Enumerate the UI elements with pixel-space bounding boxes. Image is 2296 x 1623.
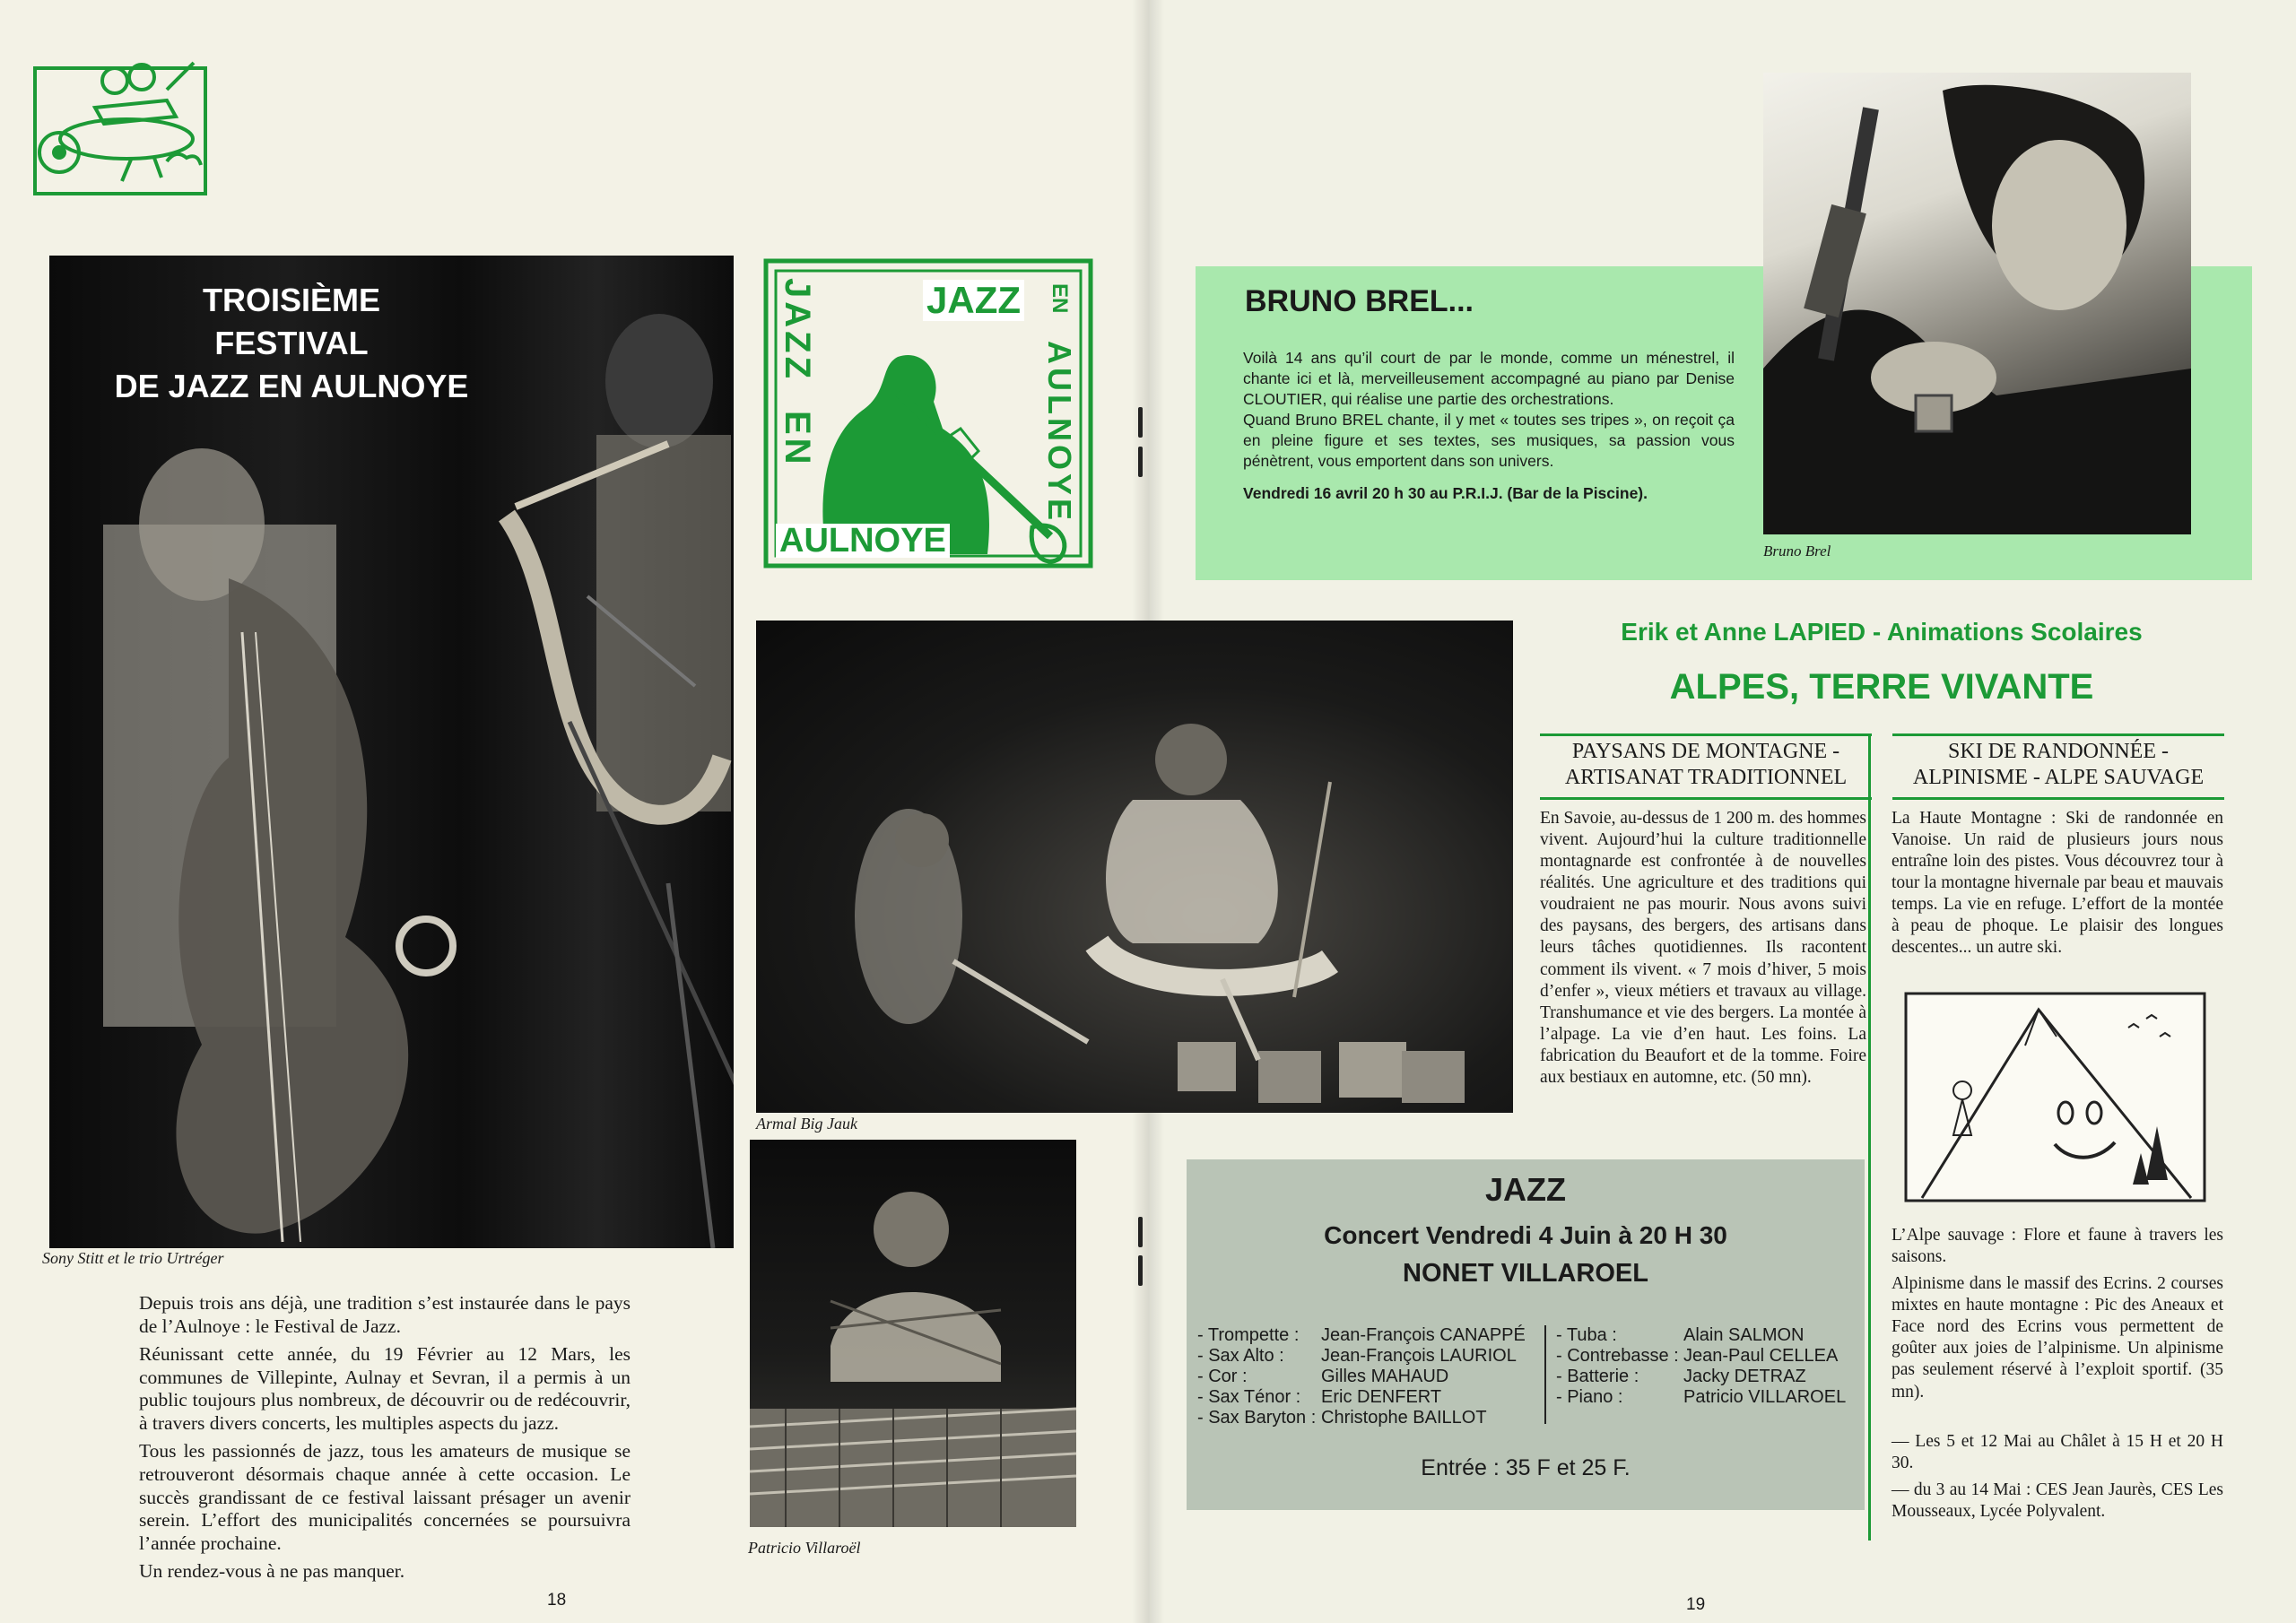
logo-jazz-left: JAZZ bbox=[778, 278, 817, 382]
lineup-left bbox=[1197, 1325, 1556, 1428]
col1-bottom-rule bbox=[1540, 797, 1872, 800]
brel-paragraph-2: Quand Bruno BREL chante, il y met « toutes ses tripes », on reçoit ça en pleine figure et ses textes, ses musiques, sa passion vous pénètrent, vous emportent dans son univers. bbox=[1243, 411, 1735, 471]
lineup-divider bbox=[1544, 1325, 1546, 1424]
festival-paragraph: Réunissant cette année, du 19 Février au 12 Mars, les communes de Villepinte, Aulnay et Sevran, il a permis à un public toujours plus nombreux, de découvrir ou de redécouvrir, à travers divers concerts, les multiples aspects du jazz. bbox=[139, 1343, 631, 1434]
brel-paragraph-1: Voilà 14 ans qu’il court de par le monde, comme un ménestrel, il chante ici et là, merveilleusement accompagné au piano par Denise CLOUTIER, qui réalise une partie des orchestrations. bbox=[1243, 349, 1735, 409]
festival-title bbox=[67, 279, 516, 408]
lineup-row: - Sax Ténor : Eric DENFERT bbox=[1197, 1387, 1442, 1407]
col1-top-rule bbox=[1540, 733, 1872, 736]
festival-paragraph: Un rendez-vous à ne pas manquer. bbox=[139, 1560, 405, 1583]
mountain-drawing-icon bbox=[1904, 992, 2206, 1202]
lineup-row: - Sax Alto : Jean-François LAURIOL bbox=[1197, 1346, 1517, 1366]
column-divider bbox=[1868, 733, 1871, 1541]
lineup-row: - Cor : Gilles MAHAUD bbox=[1197, 1367, 1449, 1386]
concert-band: NONET VILLAROEL bbox=[1403, 1259, 1648, 1288]
lineup-row: - Piano : Patricio VILLAROEL bbox=[1556, 1387, 1847, 1407]
lineup-row: - Batterie : Jacky DETRAZ bbox=[1556, 1367, 1806, 1386]
staple-top bbox=[1138, 407, 1143, 438]
alpe-sauvage-text: L’Alpe sauvage : Flore et faune à travers les saisons. bbox=[1892, 1226, 2223, 1267]
logo-jazz-top: JAZZ bbox=[923, 280, 1024, 321]
festival-paragraph: Tous les passionnés de jazz, tous les amateurs de musique se retrouveront désormais chaque année à cette occasion. Le succès grandissant de ce festival laissant présager un avenir serein. L’effort des municipalités concernées se poursuivra l’année prochaine. bbox=[139, 1440, 631, 1554]
brel-article bbox=[1243, 348, 1735, 504]
col2-bottom-rule bbox=[1892, 797, 2224, 800]
brel-title: BRUNO BREL... bbox=[1245, 284, 1474, 318]
logo-en-top: EN bbox=[1048, 283, 1072, 314]
lineup-right bbox=[1556, 1325, 1861, 1408]
lapied-dates bbox=[1892, 1431, 2223, 1528]
brel-photo-caption: Bruno Brel bbox=[1763, 542, 1831, 560]
festival-title-line3: DE JAZZ EN AULNOYE bbox=[114, 367, 469, 404]
staple-bottom bbox=[1138, 1217, 1143, 1247]
logo-aulnoye-right: AULNOYE bbox=[1041, 341, 1078, 525]
festival-title-line1: TROISIÈME bbox=[202, 282, 381, 318]
festival-article bbox=[139, 1292, 631, 1589]
logo-aulnoye-bottom: AULNOYE bbox=[776, 524, 950, 558]
alpinisme-text: Alpinisme dans le massif des Ecrins. 2 courses mixtes en haute montagne : Pic des Aneaux et Face nord des Ecrins vous permettent de goûter aux joies de l’alpinisme. Un alpinisme pas seulement réservé à l’exploit sportif. (35 mn). bbox=[1892, 1274, 2223, 1402]
concert-title: JAZZ bbox=[1485, 1171, 1566, 1208]
lapied-title: ALPES, TERRE VIVANTE bbox=[1669, 667, 2094, 707]
staple-bottom-2 bbox=[1138, 1255, 1143, 1286]
col1-title: PAYSANS DE MONTAGNE - ARTISANAT TRADITIONNEL bbox=[1564, 740, 1848, 789]
brel-date: Vendredi 16 avril 20 h 30 au P.R.I.J. (Bar de la Piscine). bbox=[1243, 483, 1648, 502]
page-number-left: 18 bbox=[547, 1591, 567, 1610]
patricio-photo-caption: Patricio Villaroël bbox=[748, 1539, 861, 1557]
festival-paragraph: Depuis trois ans déjà, une tradition s’est instaurée dans le pays de l’Aulnoye : le Festival de Jazz. bbox=[139, 1292, 631, 1337]
col2-top-rule bbox=[1892, 733, 2224, 736]
patricio-photo bbox=[750, 1140, 1076, 1527]
lineup-row: - Sax Baryton : Christophe BAILLOT bbox=[1197, 1408, 1487, 1428]
page-number-right: 19 bbox=[1686, 1595, 1706, 1614]
col2-title: SKI DE RANDONNÉE - ALPINISME - ALPE SAUVAGE bbox=[1912, 740, 2205, 789]
col2-text: La Haute Montagne : Ski de randonnée en Vanoise. Un raid de plusieurs jours nous entraîne loin des pistes. Vous découvrez tour à tour la montagne hivernale par beau et mauvais temps. La vie en refuge. L’effort de la montée à peau de phoque. Le plaisir des longues descentes... un autre ski. bbox=[1892, 809, 2223, 958]
armal-photo-caption: Armal Big Jauk bbox=[756, 1115, 857, 1133]
concert-date: Concert Vendredi 4 Juin à 20 H 30 bbox=[1324, 1221, 1727, 1249]
festival-photo bbox=[49, 256, 734, 1248]
staple-top-2 bbox=[1138, 447, 1143, 477]
col2-extra bbox=[1892, 1225, 2223, 1409]
brel-photo bbox=[1763, 73, 2191, 534]
festival-photo-caption: Sony Stitt et le trio Urtréger bbox=[42, 1249, 224, 1267]
dates-chalet: — Les 5 et 12 Mai au Châlet à 15 H et 20 H 30. bbox=[1892, 1432, 2223, 1473]
armal-photo bbox=[756, 621, 1513, 1113]
festival-title-line2: FESTIVAL bbox=[214, 324, 369, 361]
col1-text: En Savoie, au-dessus de 1 200 m. des hommes vivent. Aujourd’hui la culture traditionnelle montagnarde est confrontée à de nouvelles réalités. Une agriculture et des traditions qui voudraient ne pas mourir. Nous avons suivi des paysans, des bergers, des artisans dans leurs tâches quotidiennes. Ils racontent comment ils vivent. « 7 mois d’hiver, 5 mois d’enfer », vieux métiers et travaux au village. Transhumance et vie des bergers. La montée à l’alpage. La vie d’en haut. Les foins. La fabrication du Beaufort et de la tomme. Foire aux bestiaux en automne, etc. (50 mn). bbox=[1540, 809, 1866, 1087]
concert-entry: Entrée : 35 F et 25 F. bbox=[1421, 1455, 1631, 1480]
logo-en-left: EN bbox=[778, 411, 817, 468]
airplane-cartoon-icon bbox=[32, 54, 208, 195]
dates-schools: — du 3 au 14 Mai : CES Jean Jaurès, CES Les Mousseaux, Lycée Polyvalent. bbox=[1892, 1480, 2223, 1522]
lineup-row: - Tuba : Alain SALMON bbox=[1556, 1325, 1805, 1345]
lapied-header: Erik et Anne LAPIED - Animations Scolaires bbox=[1621, 618, 2143, 646]
lineup-row: - Trompette : Jean-François CANAPPÉ bbox=[1197, 1325, 1526, 1345]
lineup-row: - Contrebasse : Jean-Paul CELLEA bbox=[1556, 1346, 1839, 1366]
jazz-en-aulnoye-logo bbox=[763, 258, 1093, 568]
